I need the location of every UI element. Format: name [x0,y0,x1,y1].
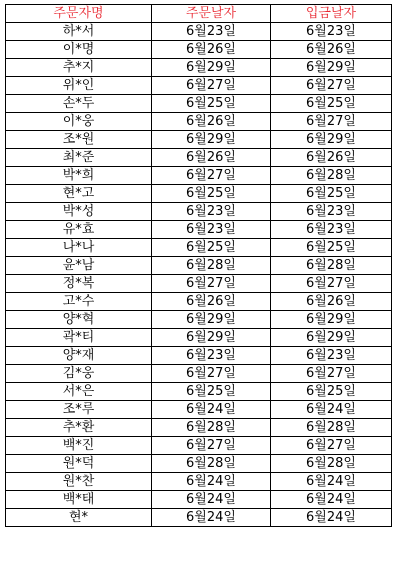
orderer-name-cell: 하*서 [6,23,152,41]
table-body [6,23,392,527]
deposit-date-cell: 6월25일 [271,95,392,113]
orderer-name-cell: 유*효 [6,221,152,239]
deposit-date-cell: 6월27일 [271,77,392,95]
table-row [6,365,392,383]
order-date-cell: 6월26일 [152,113,271,131]
table-row [6,23,392,41]
orderer-name-cell: 손*두 [6,95,152,113]
order-date-cell: 6월27일 [152,275,271,293]
order-date-cell: 6월29일 [152,131,271,149]
deposit-date-cell: 6월28일 [271,167,392,185]
orderer-name-cell: 백*진 [6,437,152,455]
orderer-name-cell: 조*루 [6,401,152,419]
deposit-date-cell: 6월27일 [271,113,392,131]
table-row [6,185,392,203]
deposit-date-cell: 6월28일 [271,455,392,473]
orderer-name-cell: 박*희 [6,167,152,185]
table-row [6,257,392,275]
table-row [6,347,392,365]
deposit-date-cell: 6월25일 [271,383,392,401]
order-date-cell: 6월26일 [152,293,271,311]
orderer-name-cell: 서*은 [6,383,152,401]
table-row [6,293,392,311]
deposit-date-cell: 6월27일 [271,275,392,293]
deposit-date-cell: 6월23일 [271,23,392,41]
order-date-cell: 6월29일 [152,311,271,329]
table-row [6,113,392,131]
order-date-cell: 6월29일 [152,59,271,77]
table-row [6,401,392,419]
orderer-name-cell: 양*재 [6,347,152,365]
order-date-cell: 6월24일 [152,473,271,491]
order-date-cell: 6월27일 [152,437,271,455]
order-date-cell: 6월28일 [152,455,271,473]
table-row [6,455,392,473]
table-row [6,491,392,509]
deposit-date-cell: 6월25일 [271,239,392,257]
orderer-name-cell: 고*수 [6,293,152,311]
deposit-date-cell: 6월27일 [271,365,392,383]
order-date-cell: 6월25일 [152,95,271,113]
orderer-name-cell: 곽*티 [6,329,152,347]
order-date-cell: 6월27일 [152,77,271,95]
deposit-date-cell: 6월26일 [271,41,392,59]
orderer-name-cell: 위*인 [6,77,152,95]
table-row [6,239,392,257]
table-row [6,221,392,239]
order-date-cell: 6월23일 [152,23,271,41]
orderer-name-cell: 원*덕 [6,455,152,473]
deposit-date-cell: 6월23일 [271,203,392,221]
orderer-name-cell: 최*준 [6,149,152,167]
table-row [6,275,392,293]
deposit-date-cell: 6월23일 [271,221,392,239]
order-date-cell: 6월25일 [152,185,271,203]
order-date-cell: 6월26일 [152,41,271,59]
table-row [6,95,392,113]
orderer-name-cell: 이*웅 [6,113,152,131]
deposit-date-cell: 6월26일 [271,293,392,311]
orderer-name-cell: 조*원 [6,131,152,149]
order-date-cell: 6월24일 [152,491,271,509]
orderer-name-cell: 추*지 [6,59,152,77]
table-row [6,203,392,221]
order-date-cell: 6월28일 [152,257,271,275]
order-date-cell: 6월28일 [152,419,271,437]
orderer-name-cell: 윤*남 [6,257,152,275]
table-row [6,41,392,59]
table-row [6,383,392,401]
orderer-name-cell: 나*나 [6,239,152,257]
table-row [6,167,392,185]
table-row [6,419,392,437]
table-row [6,77,392,95]
deposit-date-cell: 6월24일 [271,473,392,491]
deposit-date-cell: 6월29일 [271,131,392,149]
header-row [6,5,392,23]
table-row [6,473,392,491]
deposit-date-cell: 6월24일 [271,491,392,509]
orderer-name-cell: 현*고 [6,185,152,203]
deposit-date-cell: 6월26일 [271,149,392,167]
order-date-cell: 6월25일 [152,239,271,257]
order-date-cell: 6월23일 [152,221,271,239]
table-row [6,509,392,527]
deposit-date-cell: 6월24일 [271,401,392,419]
table-row [6,437,392,455]
orderer-name-cell: 원*찬 [6,473,152,491]
order-date-cell: 6월23일 [152,347,271,365]
orderer-name-cell: 현* [6,509,152,527]
order-date-cell: 6월27일 [152,365,271,383]
deposit-date-cell: 6월23일 [271,347,392,365]
orderer-name-cell: 백*태 [6,491,152,509]
table-row [6,131,392,149]
orderer-name-cell: 박*성 [6,203,152,221]
deposit-date-cell: 6월27일 [271,437,392,455]
orderer-name-cell: 정*복 [6,275,152,293]
orderer-name-cell: 추*환 [6,419,152,437]
header-orderer-name: 주문자명 [6,5,152,23]
order-date-cell: 6월29일 [152,329,271,347]
deposit-date-cell: 6월29일 [271,311,392,329]
order-date-cell: 6월25일 [152,383,271,401]
order-date-cell: 6월23일 [152,203,271,221]
order-date-cell: 6월24일 [152,401,271,419]
table-row [6,59,392,77]
header-deposit-date: 입금날자 [271,5,392,23]
orderer-name-cell: 이*명 [6,41,152,59]
table-row [6,311,392,329]
table-row [6,329,392,347]
order-deposit-table [5,4,392,527]
deposit-date-cell: 6월28일 [271,419,392,437]
order-date-cell: 6월27일 [152,167,271,185]
deposit-date-cell: 6월25일 [271,185,392,203]
orderer-name-cell: 양*혁 [6,311,152,329]
header-order-date: 주문날자 [152,5,271,23]
deposit-date-cell: 6월24일 [271,509,392,527]
deposit-date-cell: 6월29일 [271,329,392,347]
table-row [6,149,392,167]
order-date-cell: 6월24일 [152,509,271,527]
deposit-date-cell: 6월29일 [271,59,392,77]
orderer-name-cell: 김*웅 [6,365,152,383]
order-date-cell: 6월26일 [152,149,271,167]
deposit-date-cell: 6월28일 [271,257,392,275]
